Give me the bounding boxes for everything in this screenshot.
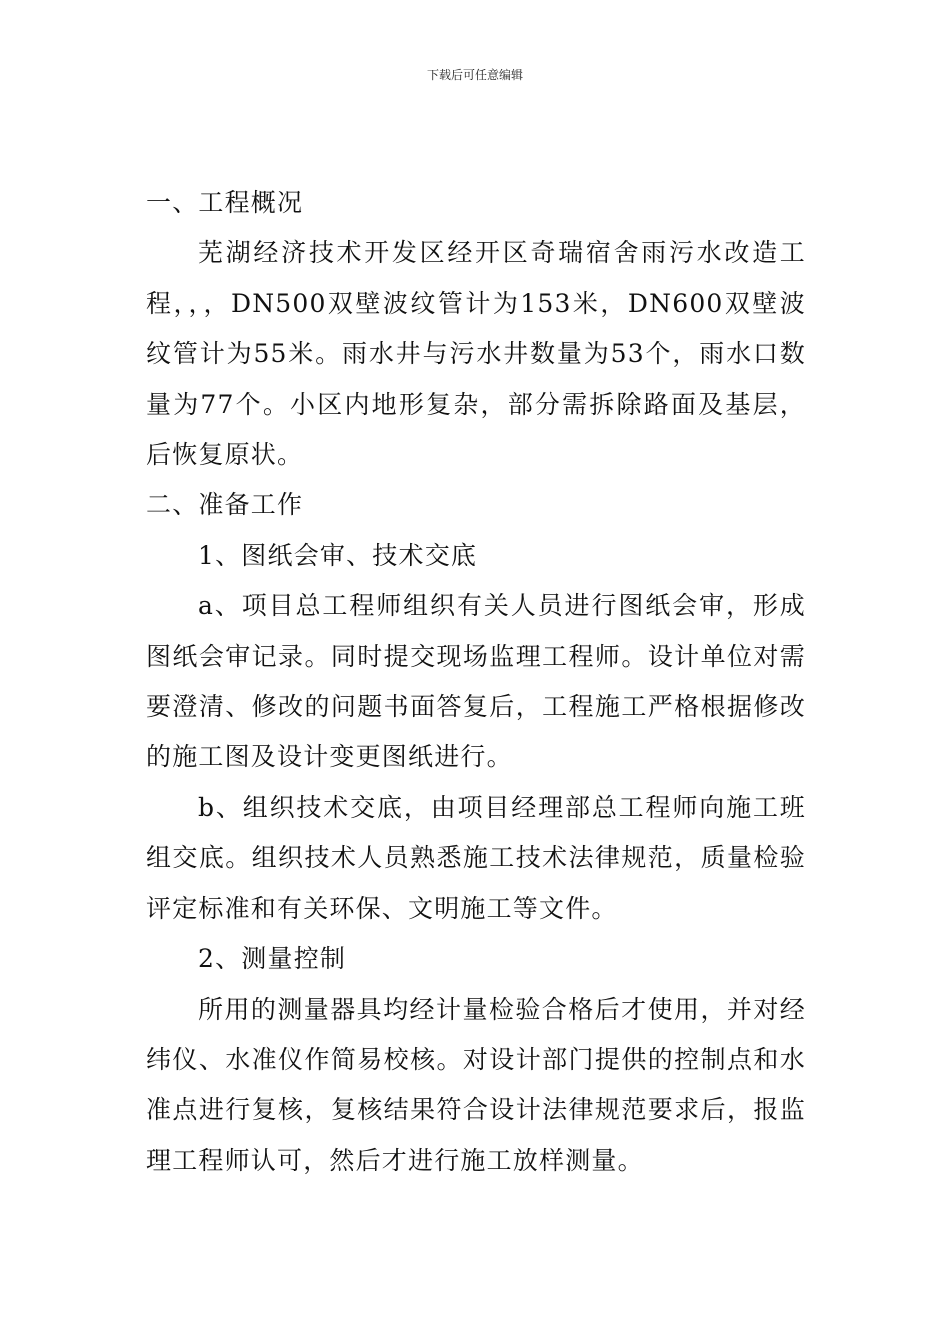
survey-control-paragraph: 所用的测量器具均经计量检验合格后才使用，并对经纬仪、水准仪作简易校核。对设计部门提供的控制点和水准点进行复核，复核结果符合设计法律规范要求后，报监理工程师认可，然后才进行施工放样测量。	[146, 994, 806, 1175]
drawing-review-paragraph-a: a、项目总工程师组织有关人员进行图纸会审，形成图纸会审记录。同时提交现场监理工程师。设计单位对需要澄清、修改的问题书面答复后，工程施工严格根据修改的施工图及设计变更图纸进行。	[146, 591, 806, 772]
overview-paragraph: 芜湖经济技术开发区经开区奇瑞宿舍雨污水改造工程，，，DN500双壁波纹管计为153米，DN600双壁波纹管计为55米。雨水井与污水井数量为53个，雨水口数量为77个。小区内地形复杂，部分需拆除路面及基层，后恢复原状。	[146, 238, 806, 470]
subsection-heading-drawing-review: 1、图纸会审、技术交底	[198, 540, 478, 570]
header-note: 下载后可任意编辑	[426, 68, 523, 82]
section-heading-preparation: 二、准备工作	[146, 490, 304, 520]
section-heading-overview: 一、工程概况	[146, 188, 304, 217]
document-body	[146, 178, 806, 1186]
subsection-heading-survey-control: 2、测量控制	[198, 944, 347, 974]
drawing-review-paragraph-b: b、组织技术交底，由项目经理部总工程师向施工班组交底。组织技术人员熟悉施工技术法律规范，质量检验评定标准和有关环保、文明施工等文件。	[146, 792, 806, 923]
